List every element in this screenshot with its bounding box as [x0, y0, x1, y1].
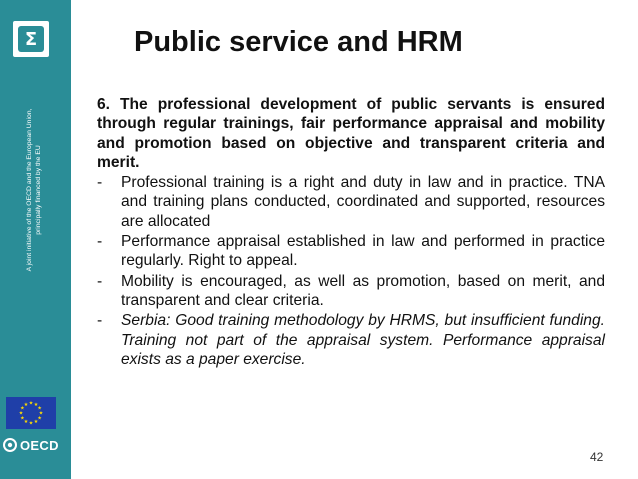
- bullet-item: [97, 232, 605, 271]
- bullet-dash: -: [97, 174, 103, 192]
- page-number: 42: [590, 450, 604, 464]
- eu-flag-icon: [6, 397, 56, 429]
- svg-text:★: ★: [18, 410, 24, 417]
- bullet-dash: -: [97, 312, 103, 330]
- bullet-dash: -: [97, 233, 103, 251]
- svg-text:★: ★: [28, 400, 34, 407]
- bullet-item-serbia: [97, 311, 605, 369]
- bullet-text: Serbia: Good training methodology by HRMS, but insufficient funding. Training not part of the appraisal system. Performance appraisal exists as a paper exercise.: [121, 312, 605, 368]
- sigma-icon: [18, 26, 44, 52]
- oecd-logo: [2, 437, 68, 453]
- sigma-logo: [13, 21, 49, 57]
- svg-text:★: ★: [37, 405, 42, 412]
- eu-stars-icon: [6, 397, 56, 429]
- slide-body: [97, 95, 605, 370]
- bullet-text: Professional training is a right and duty in law and in practice. TNA and training plans conducted, coordinated and supported, resources are allocated: [121, 174, 605, 230]
- bullet-item: [97, 173, 605, 231]
- svg-text:★: ★: [33, 419, 39, 426]
- bullet-text: Mobility is encouraged, as well as promotion, based on merit, and transparent and clear criteria.: [121, 272, 605, 309]
- bullet-item: [97, 272, 605, 311]
- svg-text:★: ★: [37, 415, 42, 422]
- intro-paragraph: 6. The professional development of public servants is ensured through regular trainings, fair performance appraisal and mobility and promotion based on objective and transparent criteria and merit.: [97, 96, 605, 171]
- svg-text:★: ★: [23, 419, 29, 426]
- joint-initiative-line1: A joint initiative of the OECD and the European Union,: [26, 108, 33, 272]
- svg-text:★: ★: [38, 410, 44, 417]
- joint-initiative-line2: principally financed by the EU: [35, 145, 42, 235]
- svg-text:★: ★: [23, 401, 29, 408]
- sidebar: [0, 0, 71, 479]
- bullet-text: Performance appraisal established in law and performed in practice regularly. Right to appeal.: [121, 233, 605, 270]
- slide-title: Public service and HRM: [134, 26, 463, 58]
- svg-text:★: ★: [28, 420, 34, 427]
- svg-text:★: ★: [20, 405, 25, 412]
- oecd-label: OECD: [20, 437, 59, 453]
- bullet-dash: -: [97, 272, 103, 290]
- joint-initiative-text: [25, 109, 43, 272]
- oecd-circle-icon: [2, 437, 18, 453]
- sigma-symbol: Σ: [24, 28, 38, 50]
- svg-text:★: ★: [20, 415, 25, 422]
- svg-text:★: ★: [33, 401, 39, 408]
